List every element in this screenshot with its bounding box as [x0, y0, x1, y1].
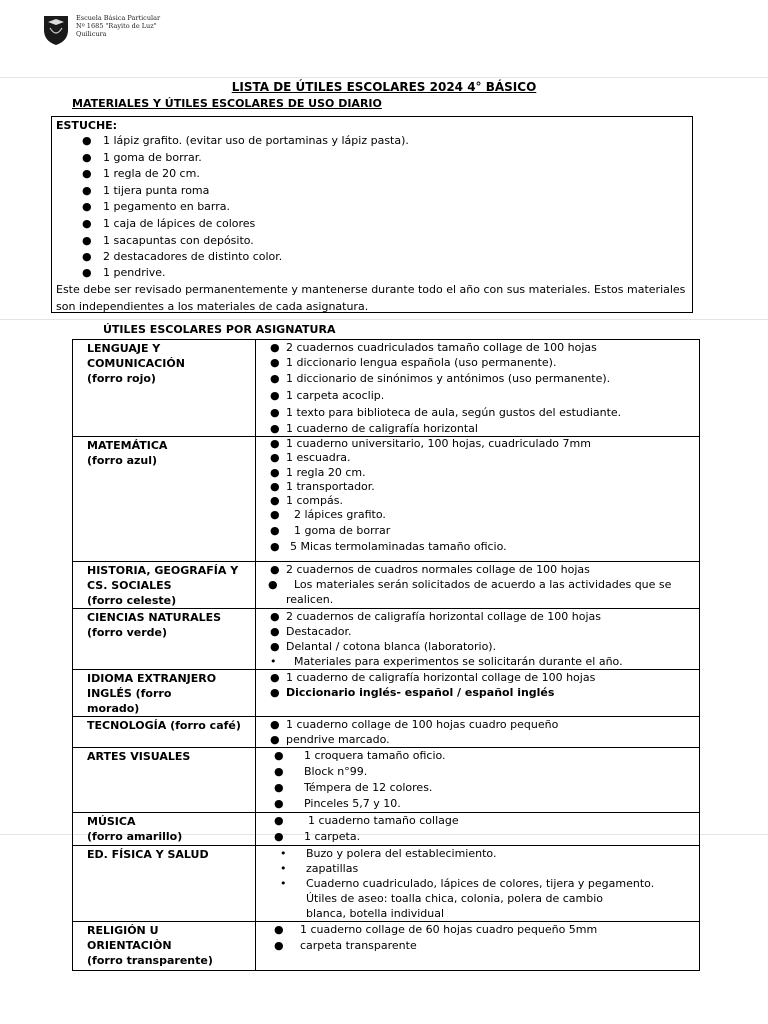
list-item: ● 1 carpeta.	[274, 830, 361, 843]
table-row	[73, 340, 700, 437]
bullet-icon: ●	[274, 830, 284, 843]
bullet-icon: ●	[82, 183, 92, 197]
subject-items	[256, 437, 700, 562]
bullet-icon: ●	[270, 494, 280, 508]
bullet-icon: ●	[82, 250, 92, 264]
list-item: ● 2 lápices grafito.	[270, 508, 386, 522]
bullet-icon: ●	[270, 671, 280, 684]
bullet-icon: ●	[274, 797, 284, 810]
subject-name: ARTES VISUALES	[73, 748, 256, 813]
bullet-icon: ●	[82, 167, 92, 181]
table-row	[73, 437, 700, 562]
table-row	[73, 562, 700, 609]
table-row	[73, 717, 700, 748]
subject-name: TECNOLOGÍA (forro café)	[73, 717, 256, 748]
list-item: ● Los materiales serán solicitados de acuerdo a las actividades que se realicen.	[268, 578, 672, 606]
bullet-icon: ●	[270, 733, 280, 746]
list-item: ● carpeta transparente	[274, 939, 417, 952]
subject-items	[256, 717, 700, 748]
list-item: ● 1 transportador.	[270, 479, 375, 493]
bullet-icon: ●	[270, 508, 280, 522]
subject-name: MÚSICA (forro amarillo)	[73, 813, 256, 846]
list-item: ● 1 cuaderno universitario, 100 hojas, cuadriculado 7mm	[270, 437, 591, 450]
list-item: ● 1 cuaderno collage de 60 hojas cuadro pequeño 5mm	[274, 923, 598, 936]
subject-name: HISTORIA, GEOGRAFÍA Y CS. SOCIALES (forro celeste)	[73, 562, 256, 609]
bullet-icon: •	[280, 862, 287, 875]
subject-name: CIENCIAS NATURALES (forro verde)	[73, 609, 256, 670]
subject-items	[256, 813, 700, 846]
list-item: ● 1 escuadra.	[270, 451, 351, 465]
list-item: ● 2 cuadernos de caligrafía horizontal collage de 100 hojas	[270, 610, 602, 623]
subject-name: RELIGIÓN U ORIENTACIÒN (forro transparente)	[73, 922, 256, 971]
bullet-icon: ●	[268, 578, 278, 591]
list-item: ● Block n°99.	[274, 765, 368, 778]
list-item: ● 1 goma de borrar.	[56, 150, 688, 167]
school-name	[76, 14, 160, 38]
bullet-icon: ●	[270, 539, 280, 553]
table-row	[73, 609, 700, 670]
list-item: ● 1 goma de borrar	[270, 523, 391, 537]
bullet-icon: ●	[274, 923, 284, 936]
table-row	[73, 813, 700, 846]
bullet-icon: •	[280, 877, 287, 890]
page-divider	[0, 77, 768, 78]
list-item: ● Diccionario inglés- español / español inglés	[270, 686, 555, 699]
bullet-icon: ●	[270, 341, 280, 354]
list-item: ● 1 caja de lápices de colores	[56, 216, 688, 233]
subjects-table	[72, 339, 700, 971]
estuche-title: ESTUCHE:	[56, 119, 118, 132]
bullet-icon: ●	[274, 781, 284, 794]
bullet-icon: ●	[82, 150, 92, 164]
list-item: • Buzo y polera del establecimiento.	[280, 847, 497, 860]
estuche-box	[51, 116, 693, 313]
bullet-icon: ●	[270, 625, 280, 638]
bullet-icon: ●	[270, 563, 280, 576]
bullet-icon: ●	[270, 610, 280, 623]
bullet-icon: ●	[270, 718, 280, 731]
bullet-icon: ●	[274, 939, 284, 952]
bullet-icon: ●	[270, 422, 280, 435]
list-item: ● 1 texto para biblioteca de aula, según gustos del estudiante.	[270, 406, 622, 419]
list-item: ● 1 cuaderno tamaño collage	[274, 814, 459, 827]
subject-items	[256, 846, 700, 922]
table-row	[73, 846, 700, 922]
bullet-icon: ●	[270, 406, 280, 419]
bullet-icon: ●	[270, 437, 280, 450]
subject-items	[256, 340, 700, 437]
section-title-subjects: ÚTILES ESCOLARES POR ASIGNATURA	[103, 323, 336, 336]
subject-items	[256, 922, 700, 971]
list-item: ● Delantal / cotona blanca (laboratorio).	[270, 640, 497, 653]
estuche-note: Este debe ser revisado permanentemente y mantenerse durante todo el año con sus materiales. Estos materiales son independientes a los materiales de cada asignatura.	[56, 282, 686, 313]
subject-items	[256, 562, 700, 609]
list-item: ● pendrive marcado.	[270, 733, 390, 746]
list-item: ● 1 compás.	[270, 494, 343, 508]
school-header	[42, 14, 160, 46]
list-item: ● 2 cuadernos de cuadros normales collage de 100 hojas	[270, 563, 590, 576]
table-row	[73, 922, 700, 971]
list-item: ● Témpera de 12 colores.	[274, 781, 433, 794]
bullet-icon: ●	[82, 216, 92, 230]
subject-items	[256, 748, 700, 813]
list-item: ● 1 cuaderno collage de 100 hojas cuadro pequeño	[270, 718, 559, 731]
list-item: ● 1 pegamento en barra.	[56, 199, 688, 216]
bullet-icon: ●	[270, 686, 280, 699]
list-item: ● 1 croquera tamaño oficio.	[274, 749, 446, 762]
list-item: ● 1 regla de 20 cm.	[56, 166, 688, 183]
list-item: blanca, botella individual	[306, 907, 445, 920]
subject-name: MATEMÁTICA (forro azul)	[73, 437, 256, 562]
list-item: ● Destacador.	[270, 625, 352, 638]
bullet-icon: ●	[270, 479, 280, 493]
subject-items	[256, 609, 700, 670]
bullet-icon: ●	[274, 749, 284, 762]
bullet-icon: •	[280, 847, 287, 860]
list-item: • zapatillas	[280, 862, 359, 875]
subject-name: LENGUAJE Y COMUNICACIÓN (forro rojo)	[73, 340, 256, 437]
subject-name: ED. FÍSICA Y SALUD	[73, 846, 256, 922]
bullet-icon: ●	[270, 523, 280, 537]
bullet-icon: ●	[270, 389, 280, 402]
list-item: • Materiales para experimentos se solicitarán durante el año.	[270, 655, 623, 668]
list-item: Útiles de aseo: toalla chica, colonia, polera de cambio	[306, 892, 604, 905]
list-item: ● 1 cuaderno de caligrafía horizontal	[270, 422, 478, 435]
estuche-list	[56, 133, 688, 280]
list-item: ● Pinceles 5,7 y 10.	[274, 797, 401, 810]
list-item: ● 2 destacadores de distinto color.	[56, 249, 688, 266]
list-item: ● 2 cuadernos cuadriculados tamaño collage de 100 hojas	[270, 341, 597, 354]
subject-name: IDIOMA EXTRANJERO INGLÉS (forro morado)	[73, 670, 256, 717]
list-item: ● 1 diccionario lengua española (uso permanente).	[270, 356, 557, 369]
table-row	[73, 670, 700, 717]
bullet-icon: ●	[274, 814, 284, 827]
list-item: • Cuaderno cuadriculado, lápices de colores, tijera y pegamento.	[280, 877, 655, 890]
section-title-daily: MATERIALES Y ÚTILES ESCOLARES DE USO DIARIO	[72, 97, 382, 110]
bullet-icon: •	[270, 655, 277, 668]
bullet-icon: ●	[82, 134, 92, 147]
list-item: ● 1 lápiz grafito. (evitar uso de portaminas y lápiz pasta).	[56, 133, 688, 150]
list-item: ● 1 tijera punta roma	[56, 183, 688, 200]
table-row	[73, 748, 700, 813]
list-item: ● 5 Micas termolaminadas tamaño oficio.	[270, 539, 507, 553]
page-title: LISTA DE ÚTILES ESCOLARES 2024 4° BÁSICO	[231, 80, 537, 94]
list-item: ● 1 pendrive.	[82, 265, 166, 279]
bullet-icon: ●	[270, 640, 280, 653]
bullet-icon: ●	[274, 765, 284, 778]
bullet-icon: ●	[270, 465, 280, 479]
bullet-icon: ●	[82, 265, 92, 279]
bullet-icon: ●	[82, 200, 92, 214]
school-line-3: Quilicura	[76, 30, 107, 38]
bullet-icon: ●	[82, 233, 92, 247]
school-crest-icon	[42, 14, 70, 46]
list-item: ● 1 cuaderno de caligrafía horizontal collage de 100 hojas	[270, 671, 596, 684]
list-item: ● 1 sacapuntas con depósito.	[56, 233, 688, 250]
list-item: ● 1 carpeta acoclip.	[270, 389, 385, 402]
subject-items	[256, 670, 700, 717]
list-item: ● 1 diccionario de sinónimos y antónimos (uso permanente).	[270, 372, 611, 385]
bullet-icon: ●	[270, 451, 280, 465]
page-divider	[0, 319, 768, 320]
school-line-1: Escuela Básica Particular	[76, 14, 161, 22]
school-line-2: Nº 1685 "Rayito de Luz"	[76, 22, 157, 30]
list-item: ● 1 regla 20 cm.	[270, 465, 366, 479]
bullet-icon: ●	[270, 372, 280, 385]
bullet-icon: ●	[270, 356, 280, 369]
